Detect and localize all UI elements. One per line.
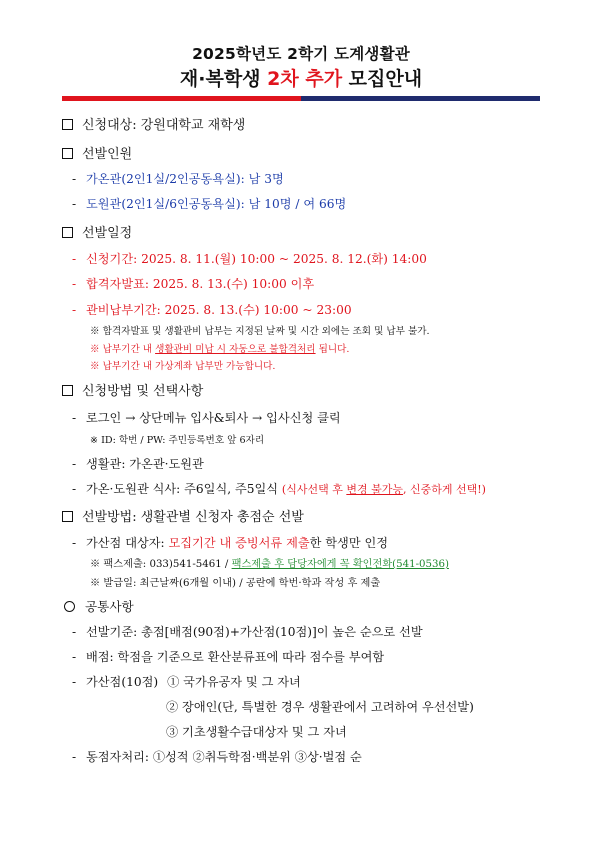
payment-text: 관비납부기간: 2025. 8. 13.(수) 10:00 ~ 23:00 (86, 303, 352, 317)
note-2-suffix: 됩니다. (315, 344, 350, 355)
title-highlight: 2차 추가 (267, 68, 343, 90)
title-underline-bar (62, 96, 540, 101)
common-bonus-item-3: ③ 기초생활수급대상자 및 그 자녀 (166, 725, 347, 739)
meal-warning-a: (식사선택 후 (281, 483, 347, 496)
meal-text: 가온·도원관 식사: 주6일식, 주5일식 (86, 482, 282, 496)
common-bonus: - 가산점(10점) ① 국가유공자 및 그 자녀 (72, 675, 301, 689)
schedule-note-3: ※ 납부기간 내 가상계좌 납부만 가능합니다. (90, 361, 276, 372)
result-text: 합격자발표: 2025. 8. 13.(수) 10:00 이후 (86, 277, 315, 291)
method-meal: - 가온·도원관 식사: 주6일식, 주5일식 (식사선택 후 변경 불가능, 신중하게 선택!) (72, 482, 486, 496)
method-login-note: ※ ID: 학번 / PW: 주민등록번호 앞 6자리 (90, 435, 265, 446)
title-suffix: 모집안내 (342, 68, 423, 90)
selection-issue: ※ 발급일: 최근날짜(6개월 이내) / 공란에 학번·학과 작성 후 제출 (90, 578, 381, 589)
schedule-payment: - 관비납부기간: 2025. 8. 13.(수) 10:00 ~ 23:00 (72, 303, 352, 317)
schedule-note-1: ※ 합격자발표 및 생활관비 납부는 지정된 날짜 및 시간 외에는 조회 및 납부 불가. (90, 326, 430, 337)
section-target-label: 신청대상: 강원대학교 재학생 (82, 118, 246, 133)
section-schedule (62, 226, 132, 242)
note-2-prefix: ※ 납부기간 내 (90, 344, 156, 355)
bonus-red: 모집기간 내 증빙서류 제출 (168, 536, 310, 550)
criteria-text: 선발기준: 총점[배점(90점)+가산점(10점)]이 높은 순으로 선발 (86, 625, 423, 639)
section-selection (62, 510, 304, 526)
selection-bonus: - 가산점 대상자: 모집기간 내 증빙서류 제출한 학생만 인정 (72, 536, 389, 550)
checkbox-square-icon (62, 148, 73, 159)
fax-text: ※ 팩스제출: 033)541-5461 / (90, 559, 232, 570)
method-halls: - 생활관: 가온관·도원관 (72, 457, 204, 471)
checkbox-square-icon (62, 227, 73, 238)
meal-warning (282, 483, 486, 496)
title-prefix: 재·복학생 (179, 68, 268, 90)
apply-period-text: 신청기간: 2025. 8. 11.(월) 10:00 ~ 2025. 8. 12.(화) 14:00 (86, 252, 427, 266)
note-2-underline: 생활관비 미납 시 자동으로 불합격처리 (155, 344, 316, 355)
quota-hall: 도원관(2인1실/6인공동욕실) (86, 197, 241, 211)
bonus-suffix: 한 학생만 인정 (309, 536, 389, 550)
section-method (62, 384, 203, 400)
tie-text: 동점자처리: ①성적 ②취득학점·백분위 ③상·벌점 순 (86, 750, 362, 764)
halls-text: 생활관: 가온관·도원관 (86, 457, 204, 471)
schedule-apply-period: - 신청기간: 2025. 8. 11.(월) 10:00 ~ 2025. 8. 12.(화) 14:00 (72, 252, 427, 266)
quota-item: - 도원관(2인1실/6인공동욕실): 남 10명 / 여 66명 (72, 197, 347, 211)
meal-warning-b: 변경 불가능 (346, 483, 403, 496)
bonus-item: ① 국가유공자 및 그 자녀 (167, 675, 301, 689)
circle-icon (64, 601, 75, 612)
schedule-note-2 (90, 342, 349, 358)
quota-value: : 남 3명 (240, 172, 284, 186)
quota-value: : 남 10명 / 여 66명 (240, 197, 347, 211)
quota-hall: 가온관(2인1실/2인공동욕실) (86, 172, 241, 186)
method-login: - 로그인 → 상단메뉴 입사&퇴사 → 입사신청 클릭 (72, 411, 341, 425)
section-selection-label: 선발방법: 생활관별 신청자 총점순 선발 (82, 510, 304, 525)
section-quota (62, 147, 132, 163)
checkbox-square-icon (62, 385, 73, 396)
section-target (62, 118, 245, 134)
section-common-label: 공통사항 (85, 599, 134, 614)
title-bar-navy (301, 96, 540, 101)
section-common (64, 599, 134, 615)
fax-green: 팩스제출 후 담당자에게 꼭 확인전화(541-0536) (231, 559, 449, 570)
section-schedule-label: 선발일정 (82, 226, 133, 241)
login-text: 로그인 → 상단메뉴 입사&퇴사 → 입사신청 클릭 (86, 411, 341, 425)
selection-fax (90, 557, 449, 573)
common-criteria: - 선발기준: 총점[배점(90점)+가산점(10점)]이 높은 순으로 선발 (72, 625, 423, 639)
title-block (62, 44, 540, 92)
section-quota-label: 선발인원 (82, 147, 133, 162)
checkbox-square-icon (62, 119, 73, 130)
title-line1: 2025학년도 2학기 도계생활관 (192, 45, 410, 63)
bonus-label: 가산점(10점) (86, 675, 159, 689)
title-line2 (62, 66, 540, 92)
common-tie: - 동점자처리: ①성적 ②취득학점·백분위 ③상·벌점 순 (72, 750, 362, 764)
checkbox-square-icon (62, 511, 73, 522)
quota-item: - 가온관(2인1실/2인공동욕실): 남 3명 (72, 172, 284, 186)
score-text: 배점: 학점을 기준으로 환산분류표에 따라 점수를 부여함 (86, 650, 385, 664)
schedule-result: - 합격자발표: 2025. 8. 13.(수) 10:00 이후 (72, 277, 315, 291)
bonus-prefix: 가산점 대상자: (86, 536, 169, 550)
meal-warning-c: , 신중하게 선택!) (402, 483, 486, 496)
common-score: - 배점: 학점을 기준으로 환산분류표에 따라 점수를 부여함 (72, 650, 385, 664)
section-method-label: 신청방법 및 선택사항 (82, 384, 204, 399)
title-bar-red (62, 96, 301, 101)
common-bonus-item-2: ② 장애인(단, 특별한 경우 생활관에서 고려하여 우선선발) (166, 700, 474, 714)
